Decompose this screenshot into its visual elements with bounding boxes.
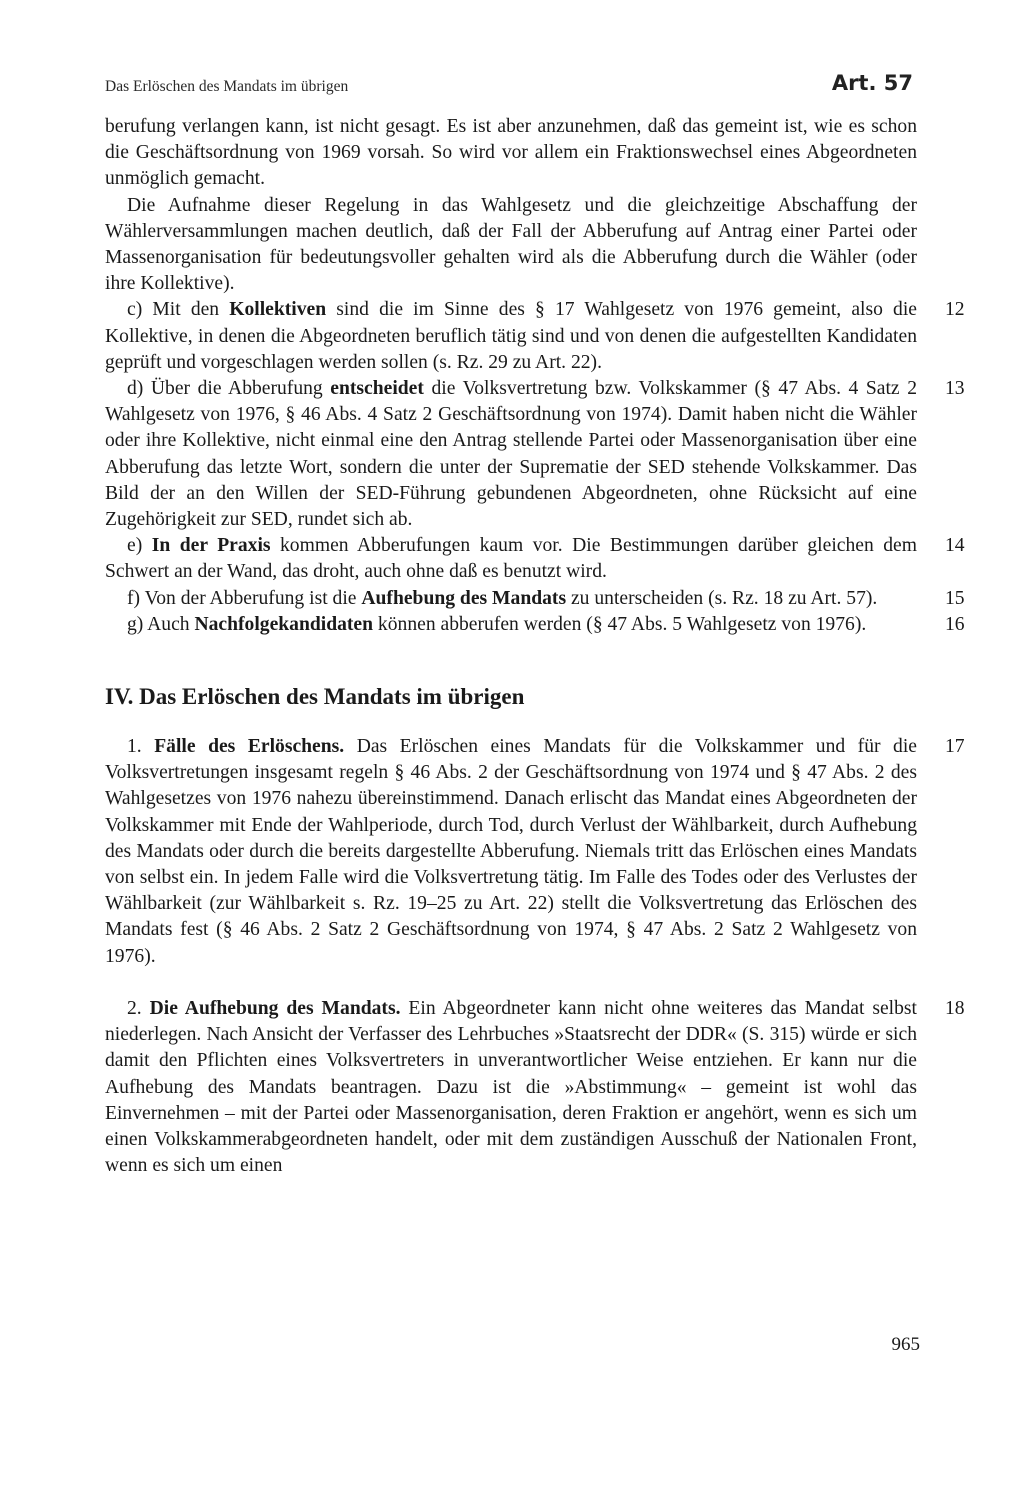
paragraph-keyword: entscheidet [330, 378, 424, 400]
paragraph-lead: g) Auch [127, 613, 195, 635]
margin-number: 15 [945, 587, 965, 609]
paragraph-rest: kommen Abberufungen kaum vor. Die Bestimmungen darüber gleichen dem Schwert an der Wand, das droht, auch ohne daß es benutzt wird. [105, 535, 917, 583]
paragraph-lead: e) [127, 535, 152, 557]
paragraph-text: berufung verlangen kann, ist nicht gesagt. Es ist aber anzunehmen, daß das gemeint ist, wie es schon die Geschäftsordnung von 1969 vorsah. So wird vor allem ein Fraktionswechsel eines Abgeordneten unmöglich gemacht. [105, 116, 917, 190]
margin-number: 14 [945, 535, 965, 557]
paragraph-annulment [105, 586, 965, 612]
paragraph-rest: können abberufen werden (§ 47 Abs. 5 Wahlgesetz von 1976). [373, 613, 867, 635]
paragraph-lead: c) Mit den [127, 299, 230, 321]
paragraph [105, 193, 917, 298]
paragraph-mandate-annulment [105, 996, 965, 1179]
paragraph-cases-of-expiry [105, 734, 965, 970]
paragraph-successors [105, 612, 965, 638]
running-head [105, 72, 913, 102]
paragraph-lead: d) Über die Abberufung [127, 378, 331, 400]
paragraph-keyword: Fälle des Erlöschens. [154, 736, 345, 758]
margin-number: 17 [945, 736, 965, 758]
paragraph-keyword: Aufhebung des Mandats [361, 587, 567, 609]
paragraph-keyword: Nachfolgekandidaten [194, 613, 374, 635]
paragraph-keyword: In der Praxis [151, 535, 271, 557]
paragraph-lead: 1. [127, 736, 155, 758]
paragraph-lead: f) Von der Abberufung ist die [127, 587, 362, 609]
margin-number: 12 [945, 299, 965, 321]
paragraph-practice [105, 533, 965, 585]
document-body [105, 114, 965, 1179]
paragraph-rest: Ein Abgeordneter kann nicht ohne weiteres das Mandat selbst niederlegen. Nach Ansicht der Verfasser des Lehrbuches »Staatsrecht der DDR« (S. 315) würde er sich damit den Pflichten eines Volksvertreters in unverantwortlicher Weise entziehen. Er kann nur die Aufhebung des Mandats beantragen. Dazu ist die »Abstimmung« – gemeint ist wohl das Einvernehmen – mit der Partei oder Massenorganisation, deren Fraktion er angehört, wenn es sich um einen Volkskammerabgeordneten handelt, oder mit dem zuständigen Ausschuß der Nationalen Front, wenn es sich um einen [105, 997, 917, 1177]
running-title: Das Erlöschen des Mandats im übrigen [105, 78, 349, 95]
paragraph-text: Die Aufnahme dieser Regelung in das Wahlgesetz und die gleichzeitige Abschaffung der Wählerversammlungen machen deutlich, daß der Fall der Abberufung auf Antrag einer Partei oder Massenorganisation für bedeutungsvoller gehalten wird als die Abberufung durch die Wähler (oder ihre Kollektive). [105, 194, 917, 295]
paragraph-collectives [105, 297, 965, 376]
paragraph-rest: Das Erlöschen eines Mandats für die Volkskammer und für die Volksvertretungen insgesamt regeln § 46 Abs. 2 der Geschäftsordnung von 1974 und § 47 Abs. 2 des Wahlgesetzes von 1976 nahezu übereinstimmend. Danach erlischt das Mandat eines Abgeordneten der Volkskammer mit Ende der Wahlperiode, durch Tod, durch Verlust der Wählbarkeit, durch Aufhebung des Mandats oder durch die bereits dargestellte Abberufung. Niemals tritt das Erlöschen eines Mandats von selbst ein. In jedem Falle wird die Volksvertretung tätig. Im Falle des Todes oder des Verlustes der Wählbarkeit (zur Wählbarkeit s. Rz. 19–25 zu Art. 22) stellt die Volksvertretung das Erlöschen des Mandats fest (§ 46 Abs. 2 Satz 2 Geschäftsordnung von 1974, § 47 Abs. 2 Satz 2 Wahlgesetz von 1976). [105, 736, 917, 967]
paragraph-keyword: Die Aufhebung des Mandats. [149, 997, 401, 1019]
paragraph-rest: sind die im Sinne des § 17 Wahlgesetz von 1976 gemeint, also die Kollektive, in denen die Abgeordneten beruflich tätig sind und von denen die aufgestellten Kandidaten geprüft und vorgeschlagen werden sollen (s. Rz. 29 zu Art. 22). [105, 299, 917, 373]
paragraph-rest: zu unterscheiden (s. Rz. 18 zu Art. 57). [566, 587, 878, 609]
paragraph-rest: die Volksvertretung bzw. Volkskammer (§ 47 Abs. 4 Satz 2 Wahlgesetz von 1976, § 46 Abs. 4 Satz 2 Geschäftsordnung von 1974). Damit haben nicht die Wähler oder ihre Kollektive, nicht einmal eine den Antrag stellende Partei oder Massenorganisation über eine Abberufung das letzte Wort, sondern die unter der Suprematie der SED stehende Volkskammer. Das Bild der an den Willen der SED-Führung gebundenen Abgeordneten, ohne Rücksicht auf eine Zugehörigkeit zur SED, rundet sich ab. [105, 378, 917, 531]
paragraph [105, 114, 917, 193]
article-tag: Art. 57 [831, 71, 913, 95]
paragraph-decides [105, 376, 965, 533]
margin-number: 13 [945, 378, 965, 400]
margin-number: 16 [945, 613, 965, 635]
section-heading: IV. Das Erlöschen des Mandats im übrigen [105, 684, 525, 710]
page-number: 965 [891, 1334, 920, 1355]
paragraph-keyword: Kollektiven [229, 299, 327, 321]
paragraph-lead: 2. [127, 997, 150, 1019]
margin-number: 18 [945, 997, 965, 1019]
